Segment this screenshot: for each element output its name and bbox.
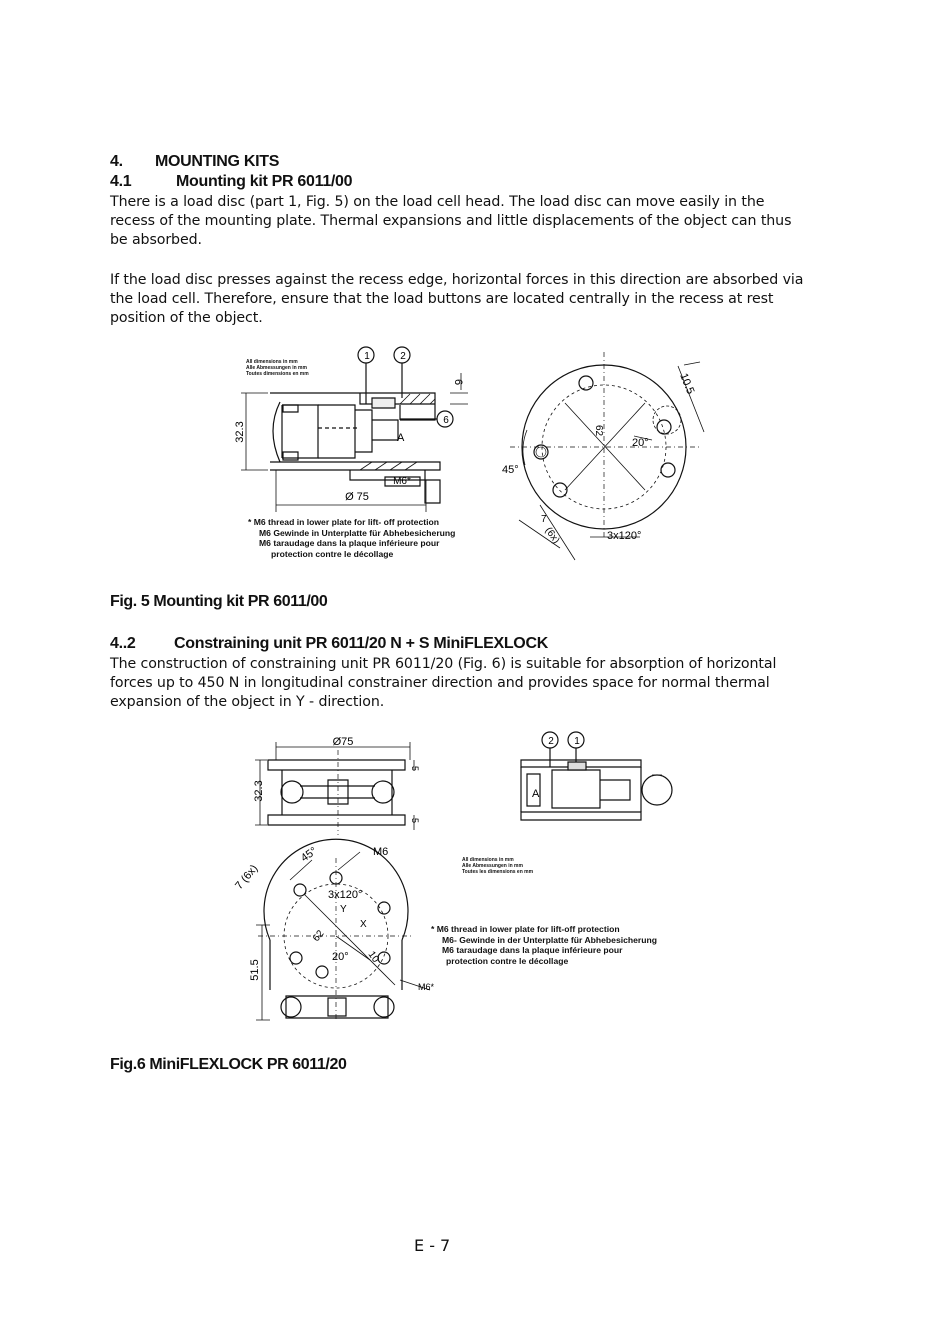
section-title: MOUNTING KITS xyxy=(155,153,280,170)
fig5-caption: Fig. 5 Mounting kit PR 6011/00 xyxy=(110,593,328,610)
footnote-line: protection contre le décollage xyxy=(271,548,394,559)
fig6-label-m6: M6 xyxy=(373,846,389,858)
fig6-footnote xyxy=(431,924,657,966)
text-line: position of the object. xyxy=(110,310,263,326)
fig6-label-a: A xyxy=(532,788,540,800)
fig5-label-m6: M6* xyxy=(393,476,411,487)
fig6-top-view xyxy=(256,839,430,1020)
text-line: If the load disc presses against the recess edge, horizontal forces in this direction are absorbed via xyxy=(110,272,804,288)
fig6-dimensions-note xyxy=(462,857,533,875)
fig5-callout-2: 2 xyxy=(400,351,406,362)
footnote-line: M6 taraudage dans la plaque inférieure pour xyxy=(442,945,623,955)
text-line: There is a load disc (part 1, Fig. 5) on the load cell head. The load disc can move easily in the xyxy=(110,194,765,210)
fig6-dim-62: 62 xyxy=(310,928,327,944)
fig6-label-x: X xyxy=(360,919,367,930)
fig5-dim-7: 7 xyxy=(541,514,547,525)
subsection-number: 4.1 xyxy=(110,173,132,190)
note-line: All dimensions in mm xyxy=(462,857,514,863)
footnote-line: protection contre le décollage xyxy=(446,955,569,966)
fig5-dim-62: 62 xyxy=(593,425,604,437)
fig5-dim-height: 32.3 xyxy=(234,421,246,443)
fig6-dim-10: 10 xyxy=(365,949,381,965)
fig6-angle-20: 20° xyxy=(332,951,349,963)
footnote-line: M6 Gewinde in Unterplatte für Abhebesicherung xyxy=(259,527,456,538)
fig5-dim-diameter: Ø 75 xyxy=(345,491,369,503)
fig6-dim-5-top: 5 xyxy=(410,766,420,772)
footnote-line: M6 taraudage dans la plaque inférieure pour xyxy=(259,538,440,548)
fig5-dim-10-5: 10.5 xyxy=(677,371,697,396)
note-line: All dimensions in mm xyxy=(246,359,298,365)
subsection-title: Constraining unit PR 6011/20 N + S MiniFLEXLOCK xyxy=(174,635,548,652)
section-number: 4. xyxy=(110,153,123,170)
footnote-line: M6- Gewinde in der Unterplatte für Abhebesicherung xyxy=(442,934,658,945)
text-line: recess of the mounting plate. Thermal expansions and little displacements of the object can thus xyxy=(110,213,792,229)
fig6-front-view xyxy=(255,742,414,835)
fig5-callout-6: 6 xyxy=(443,415,449,426)
fig5-angle-20: 20° xyxy=(632,437,649,449)
fig5-dim-top: 6 xyxy=(452,378,464,386)
fig6-caption: Fig.6 MiniFLEXLOCK PR 6011/20 xyxy=(110,1056,347,1073)
fig6-angle-45: 45° xyxy=(298,845,320,865)
fig6-dim-51-5: 51.5 xyxy=(249,959,261,981)
fig5-label-a: A xyxy=(397,432,405,444)
footnote-line: * M6 thread in lower plate for lift- off protection xyxy=(248,517,439,527)
subsection-number: 4..2 xyxy=(110,635,136,652)
fig6-label-m6-star: M6* xyxy=(418,982,435,992)
subsection-title: Mounting kit PR 6011/00 xyxy=(176,173,353,190)
note-line: Toutes les dimensions en mm xyxy=(462,869,534,875)
text-line: be absorbed. xyxy=(110,232,202,248)
fig5-dim-6x: (6x) xyxy=(542,525,562,546)
note-line: Alle Abmessungen in mm xyxy=(462,863,523,869)
note-line: Alle Abmessungen in mm xyxy=(246,365,307,371)
fig5-angle-45: 45° xyxy=(502,464,519,476)
fig6-dim-5-bottom: 5 xyxy=(410,818,420,824)
fig5-label-3x120: 3x120° xyxy=(607,530,642,542)
fig6-callout-2: 2 xyxy=(548,736,554,747)
page-number: E - 7 xyxy=(414,1236,451,1255)
fig6-section-view xyxy=(521,732,672,820)
fig6-dim-7-6x: 7 (6x) xyxy=(233,862,261,892)
text-line: expansion of the object in Y - direction. xyxy=(110,694,385,710)
note-line: Toutes dimensions en mm xyxy=(246,371,309,377)
fig6-dim-height: 32.3 xyxy=(253,780,265,802)
text-line: The construction of constraining unit PR 6011/20 (Fig. 6) is suitable for absorption of horizontal xyxy=(110,656,777,672)
fig5-callout-1: 1 xyxy=(364,351,370,362)
fig6-dim-diameter: Ø75 xyxy=(332,736,354,748)
fig6-label-y: Y xyxy=(340,904,347,915)
text-line: forces up to 450 N in longitudinal constrainer direction and provides space for normal thermal xyxy=(110,675,770,691)
fig6-callout-1: 1 xyxy=(574,736,580,747)
fig6-label-3x120: 3x120° xyxy=(328,889,363,901)
footnote-line: * M6 thread in lower plate for lift-off protection xyxy=(431,924,620,934)
text-line: the load cell. Therefore, ensure that the load buttons are located centrally in the recess at rest xyxy=(110,291,774,307)
